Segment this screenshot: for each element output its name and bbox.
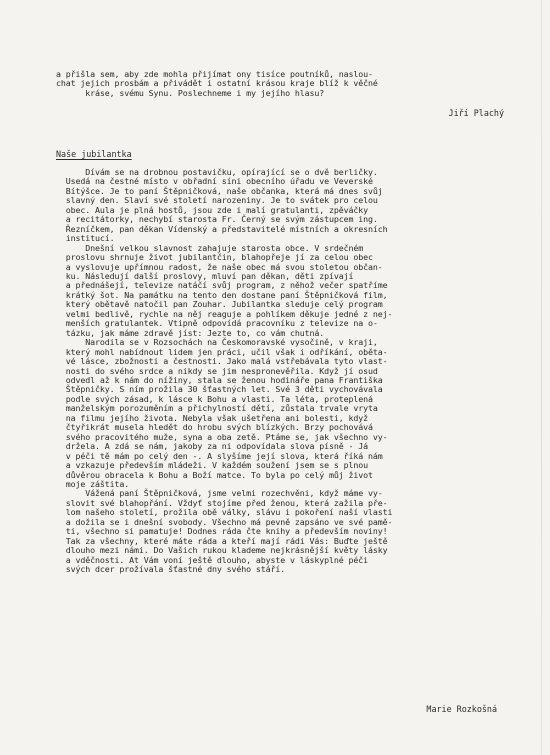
text-line: odvedl až k nám do nížiny, stala se ženou hodináře pana Františka xyxy=(56,374,383,385)
text-line: Tak za všechny, které máte ráda a kteří mají rádi Vás: Buďte ještě xyxy=(56,535,388,546)
text-line: který mohl nabídnout lidem jen práci, učil však i odříkání, oběta- xyxy=(56,346,388,357)
text-line: v péči tě mám po celý den -. A slyšíme její slova, která říká nám xyxy=(56,450,383,461)
text-line: moje záštita. xyxy=(56,478,130,489)
text-line: Usedá na čestné místo v obřadní síni obecního úřadu ve Veverské xyxy=(56,176,373,187)
text-line: čtyřikrát musela hledět do hrobu svých blízkých. Brzy pochovává xyxy=(56,422,373,433)
text-line: menších gratulantek. Vtipně odpovídá pracovníku z televize na o- xyxy=(56,318,378,329)
text-line: ti, všechno si pamatuje! Dodnes ráda čte knihy a především noviny! xyxy=(56,526,388,537)
text-line: Štěpničky. S ním prožila 30 šťastných let. Své 3 děti vychovávala xyxy=(56,384,383,395)
page-edge-shadow xyxy=(541,0,542,755)
text-line: podle svých zásad, k lásce k Bohu a vlasti. Ta léta, proteplená xyxy=(56,393,373,404)
text-line: a recitátorky, nechybí starosta Fr. Černý se svým zástupcem ing. xyxy=(56,214,378,225)
text-line: proslovu shrnuje život jubilantčin, blahopřeje jí za celou obec xyxy=(56,252,373,263)
text-line: slavný den. Slaví své století narozeniny. Je to svátek pro celou xyxy=(56,195,378,206)
text-line: Bítýšce. Je to paní Štěpničková, naše občanka, která má dnes svůj xyxy=(56,185,383,196)
text-line: a dožila se i dnešní svobody. Všechno má pevně zapsáno ve své pamě- xyxy=(56,516,393,527)
text-line: institucí. xyxy=(56,233,115,244)
text-line: a přednášejí, televize natáčí svůj program, z něhož večer spatříme xyxy=(56,280,388,291)
text-line: a vyslovuje upřímnou radost, že naše obec má svou stoletou občan- xyxy=(56,261,383,272)
text-line: slovit své blahopřání. Vždyť stojíme před ženou, která zažila pře- xyxy=(56,497,388,508)
text-line: důvěrou obracela k Bohu a Boží matce. To byla po celý můj život xyxy=(56,469,373,480)
text-line: nosti do svého srdce a nikdy se jim nespronevěřila. Když jí osud xyxy=(56,365,378,376)
text-line: obec. Aula je plná hostů, jsou zde i malí gratulanti, zpěváčky xyxy=(56,204,369,215)
text-line: lom našeho století, prožila obě války, slávu i pokoření naší vlasti xyxy=(56,507,393,518)
text-line: Vážená paní Štěpničková, jsme velmi rozechvěni, když máme vy- xyxy=(56,488,383,499)
text-line: a vděčnosti. At Vám voní ještě dlouho, abyste v láskyplné péči xyxy=(56,554,369,565)
author-signature-1: Jiří Plachý xyxy=(448,108,504,118)
text-line: Řezníčkem, pan děkan Vídenský a představitelé místních a okresních xyxy=(56,223,388,234)
intro-paragraph xyxy=(56,70,506,98)
text-line: vé lásce, zbožnosti a čestnosti. Jako malá vstřebávala tyto vlast- xyxy=(56,356,388,367)
text-line: krátký šot. Na památku na tento den dostane paní Štěpničková film, xyxy=(56,289,388,300)
text-line: na filmu jejího života. Nebyla však ušetřena ani bolesti, když xyxy=(56,412,369,423)
text-line: a přišla sem, aby zde mohla přijímat ony tisíce poutníků, naslou- xyxy=(56,69,373,79)
text-line: ku. Následují další proslovy, mluví pan děkan, děti zpívají xyxy=(56,270,354,281)
text-line: manželským porozuměním a přichylností dětí, zůstala trvale vryta xyxy=(56,403,378,414)
text-line: tázku, jak máme zdravě jíst: Jezte to, co vám chutná. xyxy=(56,327,325,338)
section-title: Naše jubilantka xyxy=(56,149,132,159)
article-body xyxy=(56,168,506,574)
text-line: dlouho mezi námi. Do Vašich rukou klademe nejkrásnější květy lásky xyxy=(56,545,388,556)
text-line: Dívám se na drobnou postavičku, opírající se o dvě berličky. xyxy=(56,167,378,177)
text-line: chat jejich prosbám a přivádět i ostatní krásou kraje blíž k věčné xyxy=(56,78,378,89)
text-line: velmi bedlivě, rychle na něj reaguje a pohlíkem děkuje jedné z nej- xyxy=(56,308,393,319)
text-line: kráse, svému Synu. Poslechneme i my jejího hlasu? xyxy=(56,87,325,98)
text-line: držela. A zdá se nám, jakoby za ni odpovídala slova písně - Já xyxy=(56,441,369,452)
text-line: a vzkazuje především mládeži. V každém soužení jsem se s plnou xyxy=(56,460,369,471)
author-signature-2: Marie Rozkošná xyxy=(426,704,497,714)
text-line: který obětavě natočil pan Zouhar. Jubilantka sleduje celý program xyxy=(56,299,383,310)
text-line: Dnešní velkou slavnost zahajuje starosta obce. V srdečném xyxy=(56,242,364,253)
text-line: Narodila se v Rozsochách na Českomoravské vysočině, v kraji, xyxy=(56,337,378,348)
text-line: svého pracovitého muže, syna a oba zetě. Ptáme se, jak všechno vy- xyxy=(56,431,388,442)
text-line: svých dcer prožívala šťastné dny svého stáří. xyxy=(56,564,286,575)
